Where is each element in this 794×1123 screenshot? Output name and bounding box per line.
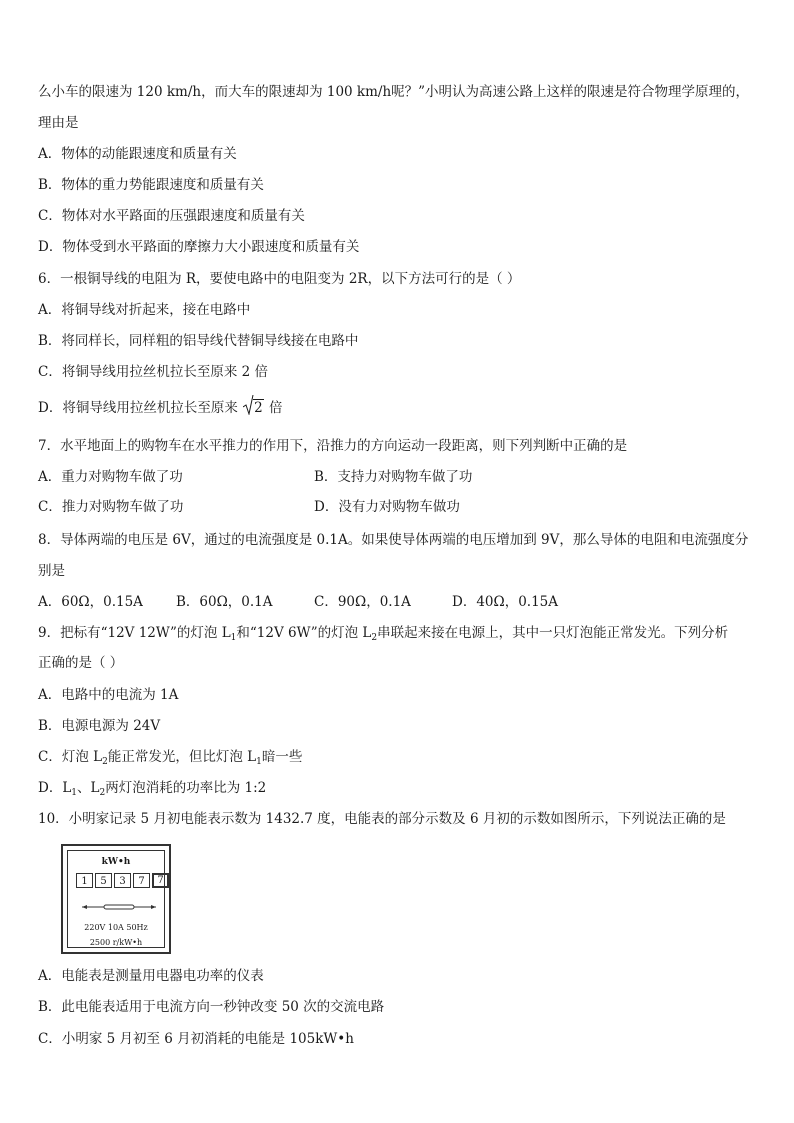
- q7-option-c: C．推力对购物车做了功: [38, 499, 184, 515]
- q9-option-d-part3: 两灯泡消耗的功率比为 1:2: [105, 780, 267, 796]
- q10-option-a: A．电能表是测量用电器电功率的仪表: [38, 968, 264, 984]
- q9-stem-line2: 正确的是（ ）: [38, 655, 124, 671]
- q5-stem-line1: 么小车的限速为 120 km/h，而大车的限速却为 100 km/h呢？”小明认为高速公路上这样的限速是符合物理学原理的，: [38, 84, 750, 100]
- q6-option-b: B．将同样长，同样粗的铝导线代替铜导线接在电路中: [38, 333, 359, 349]
- q6-option-c: C．将铜导线用拉丝机拉长至原来 2 倍: [38, 364, 269, 380]
- q6-option-d-suffix: 倍: [264, 400, 283, 416]
- meter-digits: [76, 873, 171, 888]
- q10-stem: 10．小明家记录 5 月初电能表示数为 1432.7 度，电能表的部分示数及 6 月初的示数如图所示，下列说法正确的是: [38, 811, 726, 827]
- q9-option-d: [38, 778, 266, 798]
- q7-option-b: B．支持力对购物车做了功: [314, 469, 473, 485]
- q9-option-c-part2: 能正常发光，但比灯泡 L: [107, 749, 257, 765]
- q6-stem: 6．一根铜导线的电阻为 R，要使电路中的电阻变为 2R，以下方法可行的是（ ）: [38, 271, 521, 287]
- q9-stem-sub1: 1: [230, 633, 237, 643]
- q7-stem: 7．水平地面上的购物车在水平推力的作用下，沿推力的方向运动一段距离，则下列判断中正确的是: [38, 438, 628, 454]
- q7-option-a: A．重力对购物车做了功: [38, 469, 183, 485]
- q9-option-d-part1: D．L: [38, 780, 72, 796]
- q9-option-c-sub1: 2: [102, 757, 108, 767]
- q8-stem-line1: 8．导体两端的电压是 6V，通过的电流强度是 0.1A。如果使导体两端的电压增加到 9V，那么导体的电阻和电流强度分: [38, 532, 749, 548]
- q8-option-b: B．60Ω，0.1A: [176, 594, 273, 610]
- q5-option-d: D．物体受到水平路面的摩擦力大小跟速度和质量有关: [38, 239, 360, 255]
- meter-digit: 5: [95, 873, 112, 888]
- q10-option-c: C．小明家 5 月初至 6 月初消耗的电能是 105kW•h: [38, 1031, 354, 1047]
- q5-option-b: B．物体的重力势能跟速度和质量有关: [38, 177, 264, 193]
- electricity-meter-figure: [61, 844, 171, 954]
- q9-option-c-part1: C．灯泡 L: [38, 749, 103, 765]
- q9-stem-part3: 串联起来接在电源上，其中一只灯泡能正常发光。下列分析: [377, 625, 729, 641]
- q9-stem-line1: [38, 623, 728, 643]
- q5-stem-line2: 理由是: [38, 115, 79, 131]
- q10-option-b: B．此电能表适用于电流方向一秒钟改变 50 次的交流电路: [38, 999, 385, 1015]
- q8-option-a: A．60Ω，0.15A: [38, 594, 143, 610]
- q9-option-d-sub1: 1: [71, 788, 78, 798]
- meter-digit: 7: [133, 873, 150, 888]
- q5-option-c: C．物体对水平路面的压强跟速度和质量有关: [38, 208, 305, 224]
- q9-option-c-part3: 暗一些: [261, 749, 303, 765]
- meter-digit: 3: [114, 873, 131, 888]
- meter-rotor-icon: [82, 903, 156, 911]
- meter-inner-frame: [67, 850, 165, 948]
- q9-option-d-sub2: 2: [99, 788, 106, 798]
- meter-digit: 1: [76, 873, 93, 888]
- q9-stem-part1: 9．把标有“12V 12W”的灯泡 L: [38, 625, 231, 641]
- q9-option-d-part2: 、L: [77, 780, 100, 796]
- square-root-symbol: [243, 398, 264, 418]
- q6-option-d-prefix: D．将铜导线用拉丝机拉长至原来: [38, 400, 243, 416]
- q9-stem-sub2: 2: [371, 633, 378, 643]
- q8-stem-line2: 别是: [38, 563, 65, 579]
- q8-option-c: C．90Ω，0.1A: [314, 594, 411, 610]
- q9-option-c: [38, 747, 302, 767]
- q9-option-a: A．电路中的电流为 1A: [38, 687, 179, 703]
- meter-unit-label: kW•h: [101, 857, 131, 867]
- meter-spec-label: 220V 10A 50Hz: [84, 923, 148, 932]
- meter-digit-decimal: 7: [152, 873, 169, 888]
- q6-option-d-radicand: 2: [254, 400, 263, 416]
- q6-option-d: [38, 398, 283, 418]
- q9-option-c-sub2: 1: [256, 757, 262, 767]
- q9-stem-part2: 和“12V 6W”的灯泡 L: [236, 625, 372, 641]
- meter-revolutions-label: 2500 r/kW•h: [89, 938, 143, 947]
- q8-option-d: D．40Ω，0.15A: [452, 594, 559, 610]
- q6-option-a: A．将铜导线对折起来，接在电路中: [38, 302, 251, 318]
- q9-option-b: B．电源电源为 24V: [38, 718, 161, 734]
- q5-option-a: A．物体的动能跟速度和质量有关: [38, 146, 237, 162]
- q7-option-d: D．没有力对购物车做功: [314, 499, 460, 515]
